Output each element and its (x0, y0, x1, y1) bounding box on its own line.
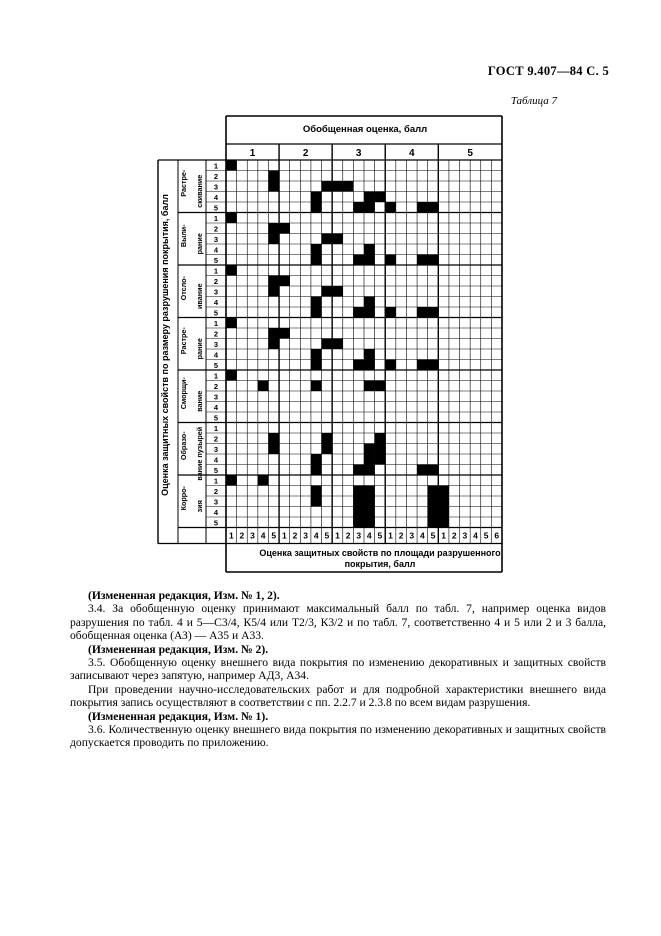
filled-cell (364, 244, 375, 255)
filled-cell (332, 181, 343, 192)
general-score-label: 3 (355, 148, 362, 159)
column-score-label: 4 (366, 530, 372, 541)
filled-cell (353, 507, 364, 518)
general-score-label: 4 (408, 148, 415, 159)
row-score-label: 4 (213, 402, 219, 412)
row-score-label: 5 (213, 413, 219, 423)
row-score-label: 1 (213, 213, 219, 223)
filled-cell (353, 307, 364, 318)
row-score-label: 4 (213, 297, 219, 307)
filled-cell (417, 202, 428, 213)
column-score-label: 5 (324, 530, 330, 541)
filled-cell (364, 297, 375, 308)
paragraph-3-5: 3.5. Обобщенную оценку внешнего вида покрытия по изменению декоративных и защитных свойств записывают через запятую, например АД3, А34. (70, 656, 606, 683)
general-score-label: 2 (302, 148, 309, 159)
filled-cell (268, 171, 279, 182)
column-score-label: 3 (409, 530, 415, 541)
filled-cell (428, 255, 439, 266)
row-score-label: 5 (213, 255, 219, 265)
amendment-note: (Измененная редакция, Изм. № 1). (88, 709, 269, 723)
filled-cell (364, 255, 375, 266)
damage-type-label: рание (195, 233, 204, 255)
filled-cell (226, 475, 237, 486)
row-score-label: 4 (213, 507, 219, 517)
filled-cell (438, 507, 449, 518)
row-score-label: 2 (213, 224, 219, 234)
column-score-label: 4 (260, 530, 266, 541)
filled-cell (322, 444, 333, 455)
column-score-label: 2 (345, 530, 351, 541)
filled-cell (268, 223, 279, 234)
row-score-label: 5 (213, 308, 219, 318)
filled-cell (428, 517, 439, 528)
filled-cell (268, 339, 279, 350)
filled-cell (364, 486, 375, 497)
filled-cell (332, 339, 343, 350)
filled-cell (375, 444, 386, 455)
filled-cell (353, 465, 364, 476)
table-left-title: Оценка защитных свойств по размеру разрушения покрытия, балл (160, 194, 170, 496)
filled-cell (343, 181, 354, 192)
paragraph-research: При проведении научно-исследовательских работ и для подробной характеристики внешнего вида покрытия запись осуществляют в соответствии с пп. 2.2.7 и 2.3.8 по всем видам разрушения. (70, 682, 606, 710)
filled-cell (322, 339, 333, 350)
column-score-label: 1 (335, 530, 340, 541)
filled-cell (226, 318, 237, 329)
filled-cell (364, 202, 375, 213)
filled-cell (353, 517, 364, 528)
filled-cell (258, 381, 269, 392)
damage-type-label: зия (195, 500, 204, 513)
row-score-label: 5 (213, 203, 219, 213)
general-score-label: 5 (467, 148, 473, 159)
filled-cell (364, 307, 375, 318)
row-score-label: 5 (213, 465, 219, 475)
filled-cell (311, 381, 322, 392)
column-score-label: 5 (271, 530, 277, 541)
damage-type-label: Растре- (179, 327, 188, 355)
row-score-label: 4 (213, 192, 219, 202)
damage-type-label: ивание (195, 283, 204, 309)
row-score-label: 2 (213, 434, 219, 444)
body-text (70, 589, 606, 750)
filled-cell (385, 202, 396, 213)
table-bottom-title-line1: Оценка защитных свойств по площади разрушенного (259, 548, 501, 558)
damage-type-label: Сморщи- (179, 377, 188, 410)
table-top-title: Обобщенная оценка, балл (302, 124, 428, 135)
row-score-label: 2 (213, 486, 219, 496)
filled-cell (226, 265, 237, 276)
filled-cell (268, 433, 279, 444)
filled-cell (311, 465, 322, 476)
filled-cell (428, 465, 439, 476)
filled-cell (364, 517, 375, 528)
table-label: Таблица 7 (510, 95, 557, 107)
filled-cell (364, 381, 375, 392)
filled-cell (311, 307, 322, 318)
paragraph-3-6: 3.6. Количественную оценку внешнего вида покрытия по изменению декоративных и защитных свойств допускается проводить по приложению. (70, 723, 606, 750)
row-score-label: 3 (213, 497, 219, 507)
filled-cell (428, 496, 439, 507)
row-score-label: 1 (213, 476, 219, 486)
filled-cell (311, 192, 322, 203)
filled-cell (385, 255, 396, 266)
row-score-label: 3 (213, 182, 219, 192)
filled-cell (364, 496, 375, 507)
filled-cell (364, 507, 375, 518)
filled-cell (428, 307, 439, 318)
filled-cell (385, 360, 396, 371)
column-score-label: 4 (313, 530, 319, 541)
column-score-label: 3 (356, 530, 362, 541)
column-score-label: 5 (483, 530, 489, 541)
filled-cell (428, 202, 439, 213)
row-score-label: 4 (213, 350, 219, 360)
row-score-label: 2 (213, 329, 219, 339)
filled-cell (353, 496, 364, 507)
filled-cell (311, 486, 322, 497)
filled-cell (311, 360, 322, 371)
filled-cell (364, 192, 375, 203)
column-score-label: 1 (228, 530, 234, 541)
filled-cell (353, 360, 364, 371)
row-score-label: 4 (213, 455, 219, 465)
damage-type-label: скивание (195, 174, 204, 208)
row-score-label: 1 (213, 318, 219, 328)
damage-type-label: рание (195, 338, 204, 360)
filled-cell (268, 286, 279, 297)
filled-cell (322, 433, 333, 444)
filled-cell (279, 276, 290, 287)
row-score-label: 3 (213, 287, 219, 297)
damage-type-label: Отсло- (179, 276, 188, 301)
filled-cell (353, 202, 364, 213)
column-score-label: 2 (239, 530, 245, 541)
filled-cell (279, 328, 290, 339)
column-score-label: 1 (388, 530, 393, 541)
filled-cell (375, 192, 386, 203)
filled-cell (226, 213, 237, 224)
damage-type-label: Растре- (179, 169, 188, 197)
filled-cell (417, 307, 428, 318)
column-score-label: 5 (430, 530, 436, 541)
damage-type-label: Образо- (179, 431, 188, 461)
filled-cell (364, 349, 375, 360)
filled-cell (364, 465, 375, 476)
filled-cell (417, 255, 428, 266)
row-score-label: 3 (213, 392, 219, 402)
filled-cell (268, 276, 279, 287)
column-score-label: 2 (398, 530, 404, 541)
damage-type-label: вание пузырей (195, 426, 204, 481)
column-score-label: 2 (451, 530, 457, 541)
row-score-label: 1 (213, 161, 219, 171)
filled-cell (438, 517, 449, 528)
column-score-label: 1 (282, 530, 287, 541)
filled-cell (438, 496, 449, 507)
column-score-label: 2 (292, 530, 298, 541)
row-score-label: 5 (213, 518, 219, 528)
row-score-label: 1 (213, 371, 219, 381)
row-score-label: 1 (213, 423, 219, 433)
filled-cell (428, 507, 439, 518)
column-score-label: 3 (303, 530, 308, 541)
filled-cell (311, 349, 322, 360)
filled-cell (258, 475, 269, 486)
filled-cell (311, 297, 322, 308)
filled-cell (268, 234, 279, 245)
column-score-label: 3 (250, 530, 255, 541)
filled-cell (417, 465, 428, 476)
paragraph-3-4: 3.4. За обобщенную оценку принимают максимальный балл по табл. 7, например оценка видов разрушения по табл. 4 и 5—С3/4, К5/4 или Т2/3, К3/2 и по табл. 7, соответственно 4 и 5 или 2 и 3 балла, обобщенная оценка (АЗ) — А35 и А33. (70, 602, 606, 643)
row-score-label: 3 (213, 339, 219, 349)
column-score-label: 5 (377, 530, 383, 541)
filled-cell (311, 255, 322, 266)
row-score-label: 2 (213, 171, 219, 181)
filled-cell (428, 486, 439, 497)
row-score-label: 3 (213, 234, 219, 244)
column-score-label: 1 (441, 530, 446, 541)
damage-type-label: Корро- (179, 486, 188, 511)
row-score-label: 5 (213, 360, 219, 370)
column-score-label: 3 (462, 530, 468, 541)
page-header: ГОСТ 9.407—84 С. 5 (487, 64, 609, 78)
filled-cell (332, 234, 343, 245)
row-score-label: 2 (213, 276, 219, 286)
general-score-label: 1 (249, 148, 256, 159)
filled-cell (279, 223, 290, 234)
filled-cell (322, 181, 333, 192)
filled-cell (375, 433, 386, 444)
filled-cell (353, 486, 364, 497)
column-score-label: 6 (494, 530, 500, 541)
filled-cell (322, 286, 333, 297)
filled-cell (332, 286, 343, 297)
filled-cell (364, 360, 375, 371)
filled-cell (353, 255, 364, 266)
row-score-label: 1 (213, 266, 219, 276)
filled-cell (226, 370, 237, 381)
filled-cell (268, 181, 279, 192)
filled-cell (385, 307, 396, 318)
filled-cell (311, 496, 322, 507)
column-score-label: 4 (473, 530, 478, 541)
filled-cell (438, 486, 449, 497)
filled-cell (364, 454, 375, 465)
filled-cell (364, 444, 375, 455)
damage-type-label: вание (195, 390, 204, 412)
filled-cell (375, 381, 386, 392)
filled-cell (375, 454, 386, 465)
table-bottom-title-line2: покрытия, балл (344, 559, 416, 569)
column-score-label: 4 (420, 530, 425, 541)
filled-cell (268, 328, 279, 339)
filled-cell (268, 444, 279, 455)
amendment-note: (Измененная редакция, Изм. № 2). (88, 642, 269, 656)
filled-cell (322, 234, 333, 245)
filled-cell (311, 454, 322, 465)
filled-cell (311, 244, 322, 255)
filled-cell (226, 160, 237, 171)
row-score-label: 2 (213, 381, 219, 391)
row-score-label: 4 (213, 245, 219, 255)
filled-cell (428, 360, 439, 371)
amendment-note: (Измененная редакция, Изм. № 1, 2). (88, 589, 280, 602)
row-score-label: 3 (213, 444, 219, 454)
damage-type-label: Выли- (179, 224, 188, 248)
filled-cell (417, 360, 428, 371)
filled-cell (311, 202, 322, 213)
